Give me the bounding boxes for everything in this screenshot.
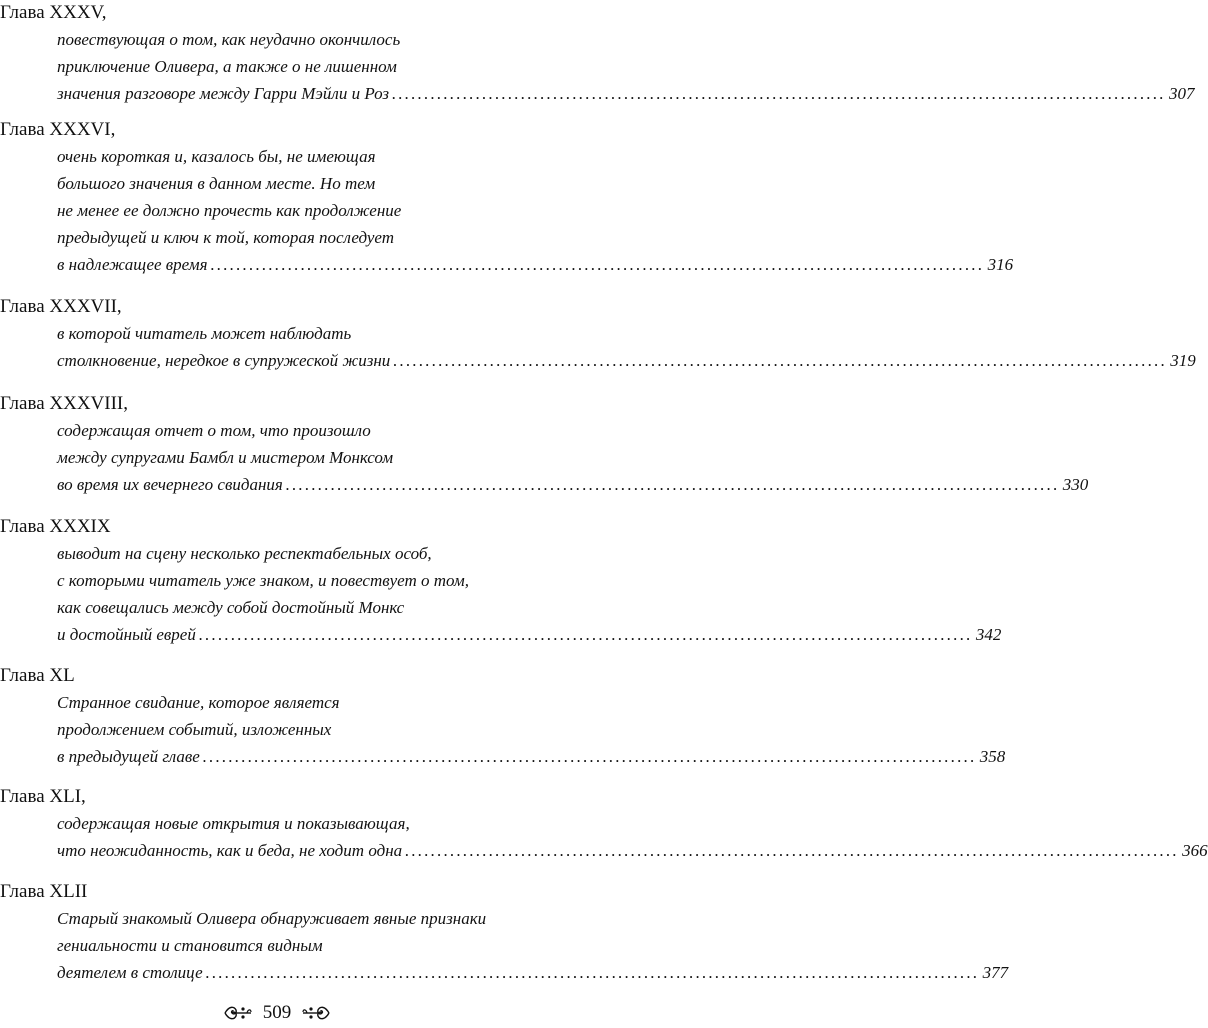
toc-leader-line <box>57 80 1195 107</box>
page-number: 509 <box>262 1002 292 1023</box>
page-reference[interactable]: 366 <box>1182 841 1208 860</box>
description-line: и достойный еврей <box>57 625 196 644</box>
toc-leader-line <box>57 347 1196 374</box>
chapter-description <box>57 26 1195 107</box>
description-line: продолжением событий, изложенных <box>57 720 332 739</box>
chapter-description <box>57 540 1002 648</box>
page-reference[interactable]: 358 <box>979 747 1006 766</box>
dot-leader: ........................................................................................................................ <box>392 84 1166 103</box>
chapter-title: Глава XXXV, <box>0 2 107 23</box>
description-line: гениальности и становится видным <box>57 936 323 955</box>
chapter-description <box>57 417 1089 498</box>
chapter-description <box>57 810 1208 864</box>
toc-leader-line <box>57 621 1002 648</box>
toc-entry <box>0 391 1089 498</box>
toc-entry <box>0 294 1196 374</box>
chapter-title: Глава XLII <box>0 881 88 902</box>
description-line: Странное свидание, которое является <box>57 693 340 712</box>
toc-entry <box>0 879 1009 986</box>
description-line: в которой читатель может наблюдать <box>57 324 352 343</box>
page-footer <box>0 1000 554 1026</box>
description-line: в предыдущей главе <box>57 747 200 766</box>
description-line: повествующая о том, как неудачно окончилось <box>57 30 401 49</box>
description-line: с которыми читатель уже знаком, и повествует о том, <box>57 571 469 590</box>
chapter-title: Глава XLI, <box>0 786 86 807</box>
dot-leader: ........................................................................................................................ <box>210 255 985 274</box>
description-line: приключение Оливера, а также о не лишенном <box>57 57 397 76</box>
toc-entry <box>0 514 1002 648</box>
description-line: содержащая новые открытия и показывающая, <box>57 814 410 833</box>
chapter-description <box>57 143 1014 278</box>
fleuron-right-icon <box>301 1004 331 1022</box>
chapter-title: Глава XXXVI, <box>0 119 116 140</box>
description-line: как совещались между собой достойный Монкс <box>57 598 405 617</box>
description-line: во время их вечернего свидания <box>57 475 283 494</box>
toc-leader-line <box>57 251 1014 278</box>
dot-leader: ........................................................................................................................ <box>205 963 980 982</box>
description-line: между супругами Бамбл и мистером Монксом <box>57 448 394 467</box>
description-line: столкновение, нередкое в супружеской жизни <box>57 351 391 370</box>
chapter-description <box>57 689 1006 770</box>
toc-entry <box>0 663 1006 770</box>
toc-entry <box>0 117 1014 278</box>
toc-leader-line <box>57 471 1089 498</box>
description-line: деятелем в столице <box>57 963 203 982</box>
description-line: содержащая отчет о том, что произошло <box>57 421 371 440</box>
description-line: предыдущей и ключ к той, которая последует <box>57 228 395 247</box>
fleuron-left-icon <box>223 1004 253 1022</box>
toc-leader-line <box>57 959 1009 986</box>
toc-entry <box>0 0 1195 107</box>
description-line: выводит на сцену несколько респектабельных особ, <box>57 544 432 563</box>
dot-leader: ........................................................................................................................ <box>285 475 1060 494</box>
toc-leader-line <box>57 837 1208 864</box>
dot-leader: ........................................................................................................................ <box>393 351 1168 370</box>
description-line: что неожиданность, как и беда, не ходит одна <box>57 841 403 860</box>
chapter-title: Глава XXXVII, <box>0 296 122 317</box>
page-reference[interactable]: 307 <box>1169 84 1195 103</box>
description-line: значения разговоре между Гарри Мэйли и Роз <box>57 84 389 103</box>
page-reference[interactable]: 319 <box>1170 351 1196 370</box>
page-reference[interactable]: 330 <box>1062 475 1089 494</box>
toc-entry <box>0 784 1208 864</box>
page-reference[interactable]: 316 <box>987 255 1014 274</box>
description-line: Старый знакомый Оливера обнаруживает явные признаки <box>57 909 487 928</box>
page-reference[interactable]: 342 <box>975 625 1002 644</box>
description-line: очень короткая и, казалось бы, не имеющая <box>57 147 376 166</box>
dot-leader: ........................................................................................................................ <box>405 841 1180 860</box>
chapter-title: Глава XXXVIII, <box>0 393 128 414</box>
dot-leader: ........................................................................................................................ <box>202 747 977 766</box>
description-line: большого значения в данном месте. Но тем <box>57 174 376 193</box>
chapter-title: Глава XL <box>0 665 75 686</box>
description-line: в надлежащее время <box>57 255 208 274</box>
chapter-title: Глава XXXIX <box>0 516 111 537</box>
chapter-description <box>57 905 1009 986</box>
dot-leader: ........................................................................................................................ <box>198 625 973 644</box>
description-line: не менее ее должно прочесть как продолжение <box>57 201 402 220</box>
chapter-description <box>57 320 1196 374</box>
toc-leader-line <box>57 743 1006 770</box>
page-reference[interactable]: 377 <box>982 963 1009 982</box>
